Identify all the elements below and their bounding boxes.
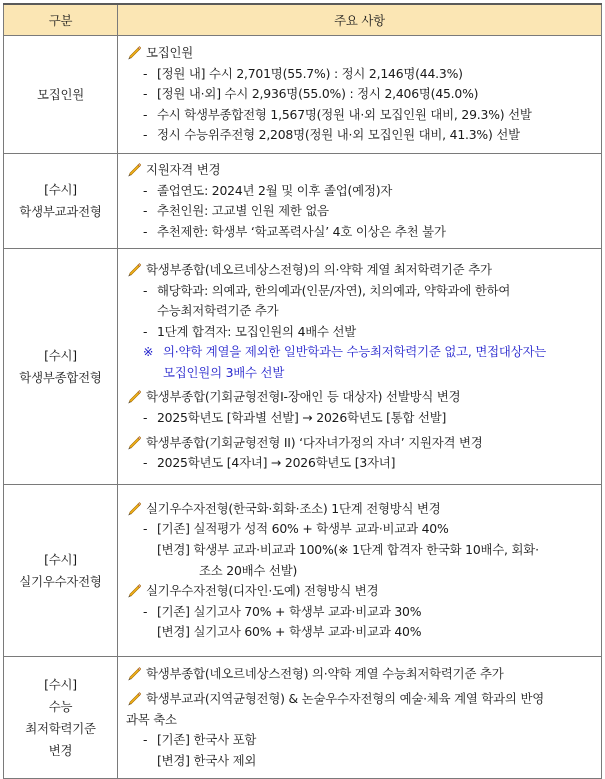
bullet-item: 학생부종합(기회균형전형Ⅰ-장애인 등 대상자) 선발방식 변경 (126, 387, 593, 408)
category-label: 모집인원 (36, 86, 85, 102)
pencil-icon (127, 390, 141, 404)
sub-line: - 1단계 합격자: 모집인원의 4배수 선발 (143, 323, 357, 339)
sub-line: - 정시 수능위주전형 2,208명(정원 내·외 모집인원 대비, 41.3%) 선발 (143, 127, 520, 143)
sub-line-cont: 수능최저학력기준 추가 (157, 303, 279, 319)
content-cell (118, 36, 602, 154)
sub-line: - 졸업연도: 2024년 2월 및 이후 졸업(예정)자 (143, 182, 393, 198)
bullet-item: 학생부교과(지역균형전형) & 논술우수자전형의 예술·체육 계열 학과의 반영 (126, 689, 593, 710)
category-cell: [수시] 실기우수자전형 (4, 485, 118, 657)
sub-line: - [기존] 실기고사 70% + 학생부 교과·비교과 30% (143, 603, 422, 619)
content-cell (118, 249, 602, 485)
sub-line-cont: 조소 20배수 선발) (199, 562, 298, 578)
bullet-item: 학생부종합(네오르네상스전형)의 의·약학 계열 최저학력기준 추가 (126, 260, 593, 281)
sub-line: - 추천제한: 학생부 ‘학교폭력사실’ 4호 이상은 추천 불가 (143, 223, 446, 239)
pencil-icon (127, 263, 141, 277)
pencil-icon (127, 436, 141, 450)
content-cell (118, 485, 602, 657)
sub-line: [변경] 한국사 제외 (157, 752, 257, 768)
sub-line: - [기존] 실적평가 성적 60% + 학생부 교과·비교과 40% (143, 521, 449, 537)
sub-line: - 추천인원: 고교별 인원 제한 없음 (143, 203, 329, 219)
pencil-icon (127, 692, 141, 706)
bullet-item: 실기우수자전형(디자인·도예) 전형방식 변경 (126, 581, 593, 602)
sub-line: [변경] 실기고사 60% + 학생부 교과·비교과 40% (157, 624, 422, 640)
category-cell: [수시] 학생부교과전형 (4, 154, 118, 249)
table-row (4, 36, 602, 154)
category-cell: [수시] 수능 최저학력기준 변경 (4, 657, 118, 779)
bullet-item: 모집인원 (126, 43, 593, 64)
note-line: ※ 의·약학 계열을 제외한 일반학과는 수능최저학력기준 없고, 면접대상자는 (143, 344, 546, 360)
table-row (4, 485, 602, 657)
pencil-icon (127, 584, 141, 598)
header-main: 주요 사항 (118, 4, 602, 36)
sub-line: - 해당학과: 의예과, 한의예과(인문/자연), 치의예과, 약학과에 한하여 (143, 282, 511, 298)
bullet-cont: 과목 축소 (126, 711, 177, 727)
pencil-icon (127, 502, 141, 516)
bullet-item: 학생부종합(네오르네상스전형) 의·약학 계열 수능최저학력기준 추가 (126, 664, 593, 685)
bullet-item: 지원자격 변경 (126, 160, 593, 181)
sub-line: - 2025학년도 [학과별 선발] → 2026학년도 [통합 선발] (143, 410, 447, 426)
content-cell (118, 154, 602, 249)
table-row (4, 154, 602, 249)
category-cell (4, 36, 118, 154)
sub-line: - [정원 내·외] 수시 2,936명(55.0%) : 정시 2,406명(45.0%) (143, 86, 479, 102)
pencil-icon (127, 46, 141, 60)
sub-line: - 2025학년도 [4자녀] → 2026학년도 [3자녀] (143, 455, 396, 471)
table-row (4, 249, 602, 485)
note-line-cont: 모집인원의 3배수 선발 (163, 364, 285, 380)
sub-line: - [기존] 한국사 포함 (143, 732, 257, 748)
table-header-row (4, 4, 602, 36)
pencil-icon (127, 667, 141, 681)
sub-line: [변경] 학생부 교과·비교과 100%(※ 1단계 합격자 한국화 10배수, 회화· (157, 541, 539, 557)
bullet-item: 학생부종합(기회균형전형 II) ‘다자녀가정의 자녀’ 지원자격 변경 (126, 433, 593, 454)
content-cell (118, 657, 602, 779)
table-row (4, 657, 602, 779)
sub-line: - [정원 내] 수시 2,701명(55.7%) : 정시 2,146명(44.3%) (143, 65, 463, 81)
pencil-icon (127, 163, 141, 177)
sub-line: - 수시 학생부종합전형 1,567명(정원 내·외 모집인원 대비, 29.3%) 선발 (143, 106, 532, 122)
header-category: 구분 (4, 4, 118, 36)
info-table (3, 3, 602, 779)
bullet-item: 실기우수자전형(한국화·회화·조소) 1단계 전형방식 변경 (126, 499, 593, 520)
category-cell: [수시] 학생부종합전형 (4, 249, 118, 485)
